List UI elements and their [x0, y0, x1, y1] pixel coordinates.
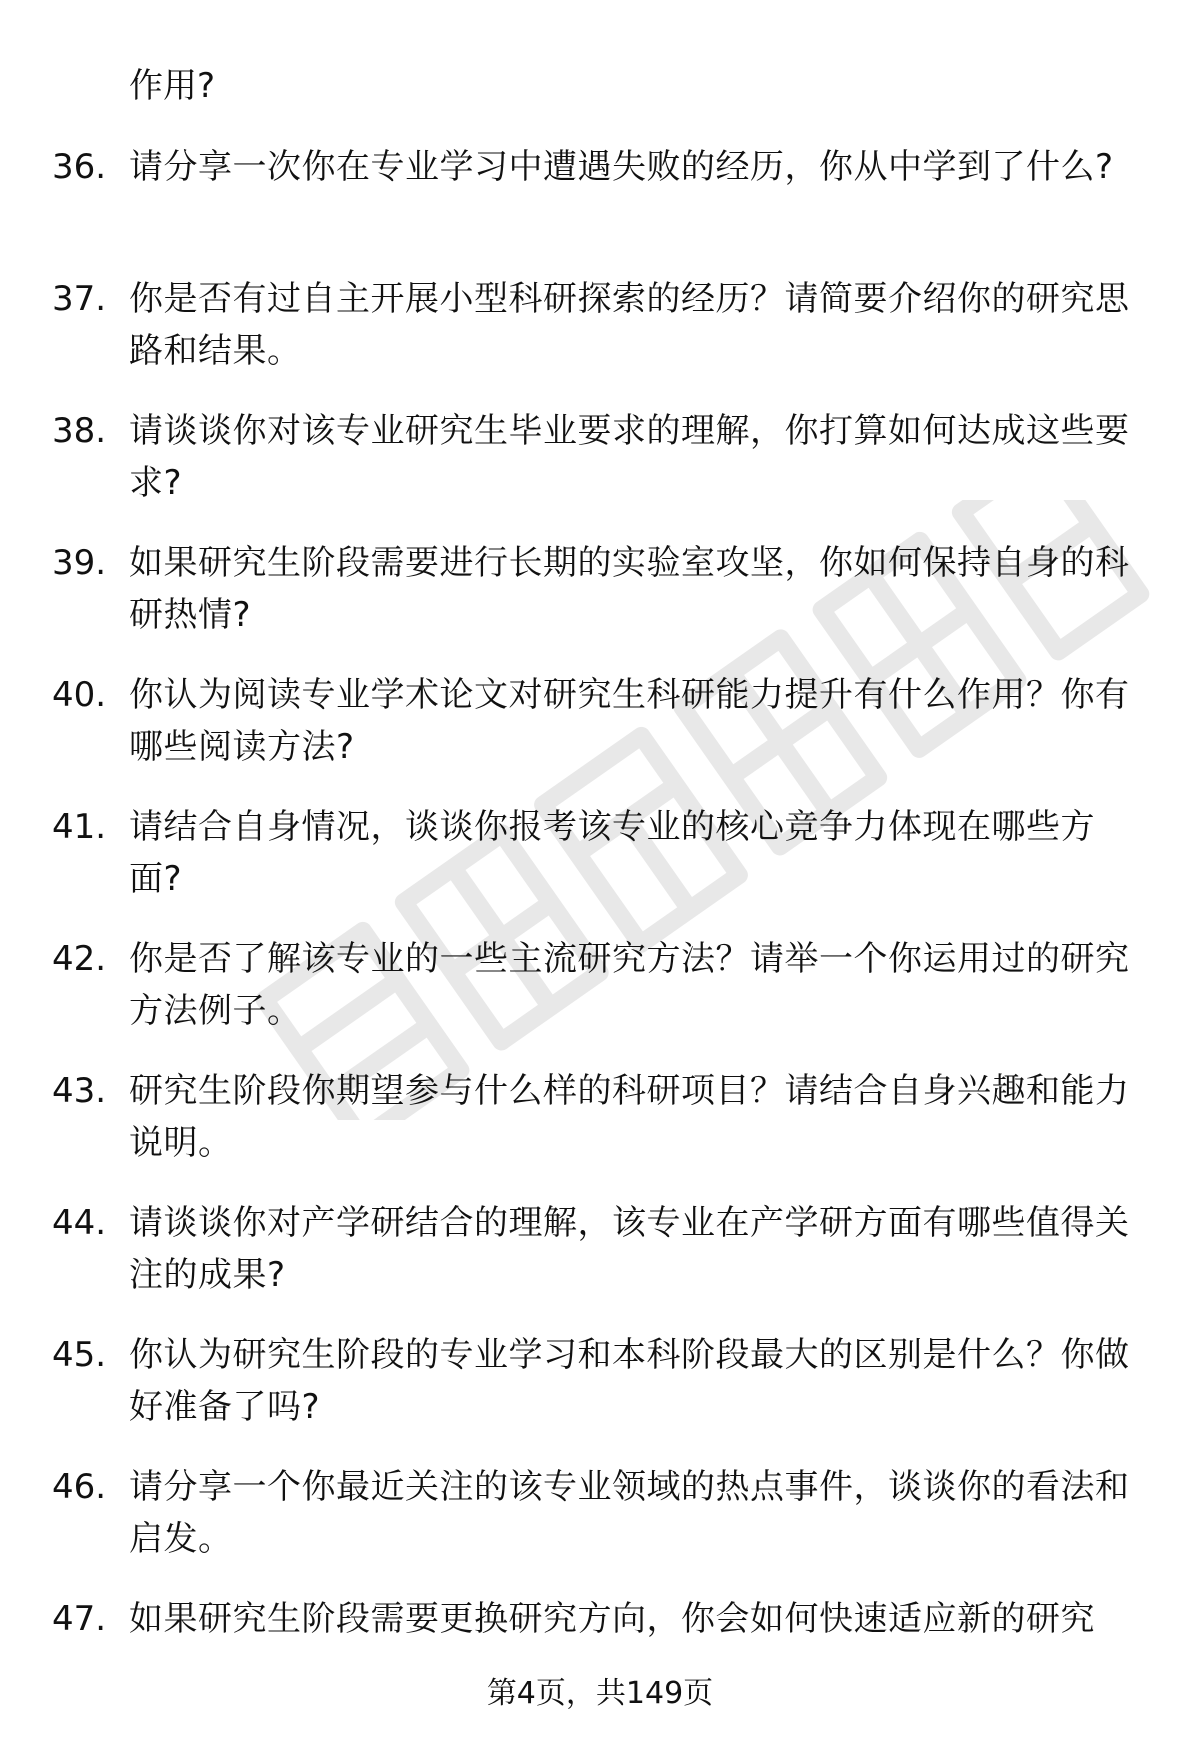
question-text: 请谈谈你对产学研结合的理解，该专业在产学研方面有哪些值得关注的成果? — [129, 1203, 1130, 1295]
question-text: 请谈谈你对该专业研究生毕业要求的理解，你打算如何达成这些要求? — [129, 411, 1130, 503]
question-item — [52, 537, 1152, 669]
question-item — [52, 1197, 1152, 1329]
continuation-text: 作用? — [129, 66, 216, 106]
question-text: 你是否有过自主开展小型科研探索的经历？请简要介绍你的研究思路和结果。 — [129, 279, 1130, 371]
page-footer: 第4页，共149页 — [486, 1676, 714, 1711]
question-number: 38. — [52, 411, 107, 451]
question-item — [52, 405, 1152, 537]
question-number: 43. — [52, 1071, 107, 1111]
question-text: 请分享一个你最近关注的该专业领域的热点事件，谈谈你的看法和启发。 — [129, 1467, 1130, 1559]
question-text: 你认为阅读专业学术论文对研究生科研能力提升有什么作用？你有哪些阅读方法? — [129, 675, 1130, 767]
question-item — [52, 1329, 1152, 1461]
question-text: 你认为研究生阶段的专业学习和本科阶段最大的区别是什么？你做好准备了吗? — [129, 1335, 1130, 1427]
question-text: 请分享一次你在专业学习中遭遇失败的经历，你从中学到了什么? — [129, 147, 1114, 187]
question-number: 39. — [52, 543, 107, 583]
question-number: 41. — [52, 807, 107, 847]
question-text: 如果研究生阶段需要进行长期的实验室攻坚，你如何保持自身的科研热情? — [129, 543, 1130, 635]
question-number: 47. — [52, 1599, 107, 1639]
question-item — [52, 141, 1152, 273]
question-number: 45. — [52, 1335, 107, 1375]
question-number: 37. — [52, 279, 107, 319]
question-text: 研究生阶段你期望参与什么样的科研项目？请结合自身兴趣和能力说明。 — [129, 1071, 1130, 1163]
question-number: 46. — [52, 1467, 107, 1507]
question-item — [52, 1065, 1152, 1197]
question-number: 44. — [52, 1203, 107, 1243]
question-item — [52, 1593, 1152, 1653]
question-list — [52, 141, 1152, 1653]
question-item — [52, 933, 1152, 1065]
question-item — [52, 801, 1152, 933]
question-item — [52, 1461, 1152, 1593]
question-text: 你是否了解该专业的一些主流研究方法？请举一个你运用过的研究方法例子。 — [129, 939, 1130, 1031]
question-number: 42. — [52, 939, 107, 979]
question-number: 40. — [52, 675, 107, 715]
question-text: 如果研究生阶段需要更换研究方向，你会如何快速适应新的研究 — [129, 1599, 1095, 1639]
question-item — [52, 669, 1152, 801]
question-text: 请结合自身情况，谈谈你报考该专业的核心竞争力体现在哪些方面? — [129, 807, 1095, 899]
question-number: 36. — [52, 147, 107, 187]
question-item — [52, 273, 1152, 405]
